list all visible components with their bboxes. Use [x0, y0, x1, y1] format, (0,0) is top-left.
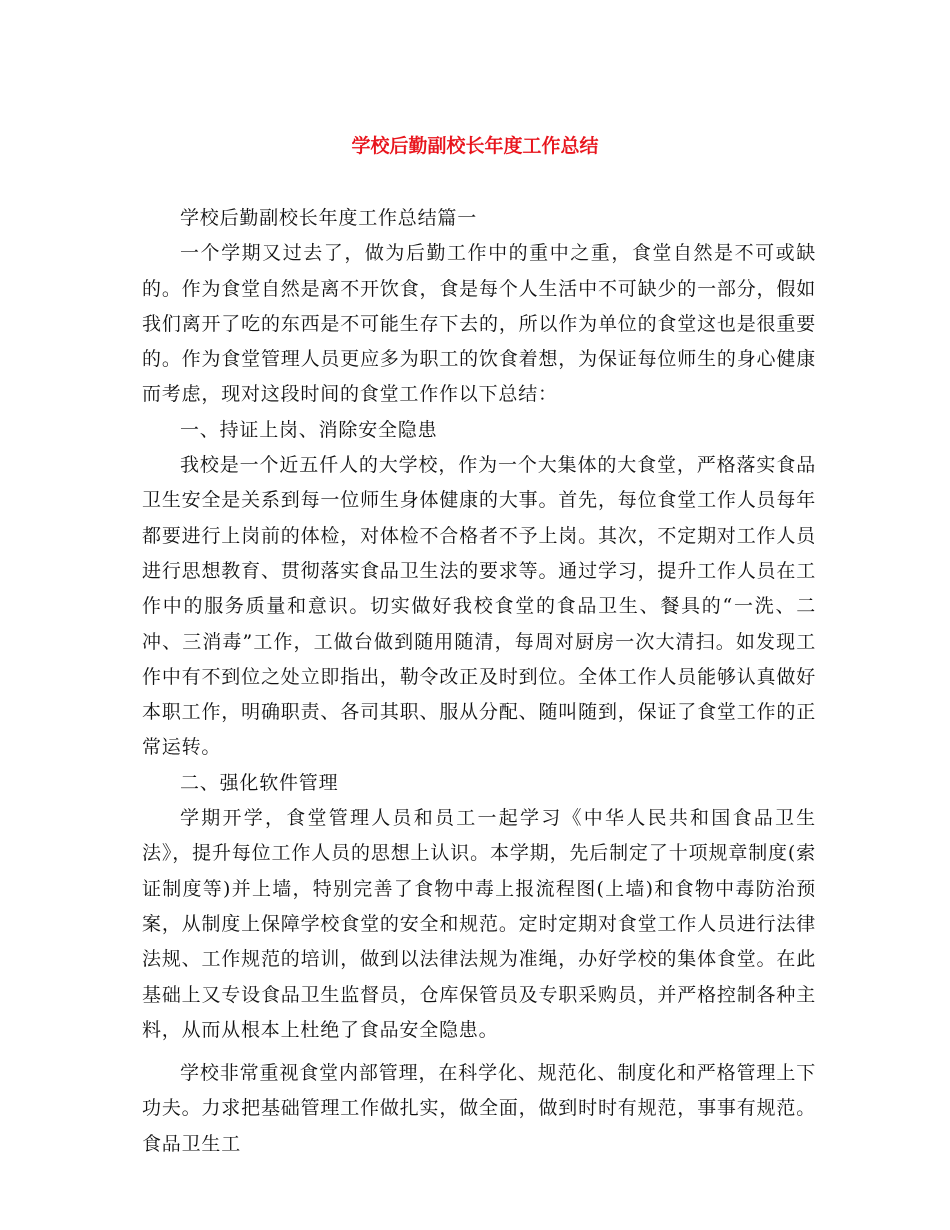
document-body	[142, 201, 816, 1162]
section-heading-2: 二、强化软件管理	[180, 771, 339, 794]
document-title: 学校后勤副校长年度工作总结	[351, 135, 599, 157]
paragraph-intro: 一个学期又过去了，做为后勤工作中的重中之重，食堂自然是不可或缺的。作为食堂自然是离不开饮食，食是每个人生活中不可缺少的一部分，假如我们离开了吃的东西是不可能生存下去的，所以作为单位的食堂这也是很重要的。作为食堂管理人员更应多为职工的饮食着想，为保证每位师生的身心健康而考虑，现对这段时间的食堂工作作以下总结：	[142, 242, 816, 406]
paragraph-subtitle: 学校后勤副校长年度工作总结篇一	[180, 207, 478, 229]
paragraph-section-2: 学期开学，食堂管理人员和员工一起学习《中华人民共和国食品卫生法》，提升每位工作人员的思想上认识。本学期，先后制定了十项规章制度(索证制度等)并上墙，特别完善了食物中毒上报流程图(上墙)和食物中毒防治预案，从制度上保障学校食堂的安全和规范。定时定期对食堂工作人员进行法律法规、工作规范的培训，做到以法律法规为准绳，办好学校的集体食堂。在此基础上又专设食品卫生监督员，仓库保管员及专职采购员，并严格控制各种主料，从而从根本上杜绝了食品安全隐患。	[142, 807, 816, 1041]
paragraph-management: 学校非常重视食堂内部管理，在科学化、规范化、制度化和严格管理上下功夫。力求把基础管理工作做扎实，做全面，做到时时有规范，事事有规范。食品卫生工	[142, 1062, 816, 1155]
paragraph-section-1: 我校是一个近五仟人的大学校，作为一个大集体的大食堂，严格落实食品卫生安全是关系到每一位师生身体健康的大事。首先，每位食堂工作人员每年都要进行上岗前的体检，对体检不合格者不予上岗。其次，不定期对工作人员进行思想教育、贯彻落实食品卫生法的要求等。通过学习，提升工作人员在工作中的服务质量和意识。切实做好我校食堂的食品卫生、餐具的“一洗、二冲、三消毒”工作，工做台做到随用随清，每周对厨房一次大清扫。如发现工作中有不到位之处立即指出，勒令改正及时到位。全体工作人员能够认真做好本职工作，明确职责、各司其职、服从分配、随叫随到，保证了食堂工作的正常运转。	[142, 454, 816, 759]
section-heading-1: 一、持证上岗、消除安全隐患	[180, 418, 438, 441]
